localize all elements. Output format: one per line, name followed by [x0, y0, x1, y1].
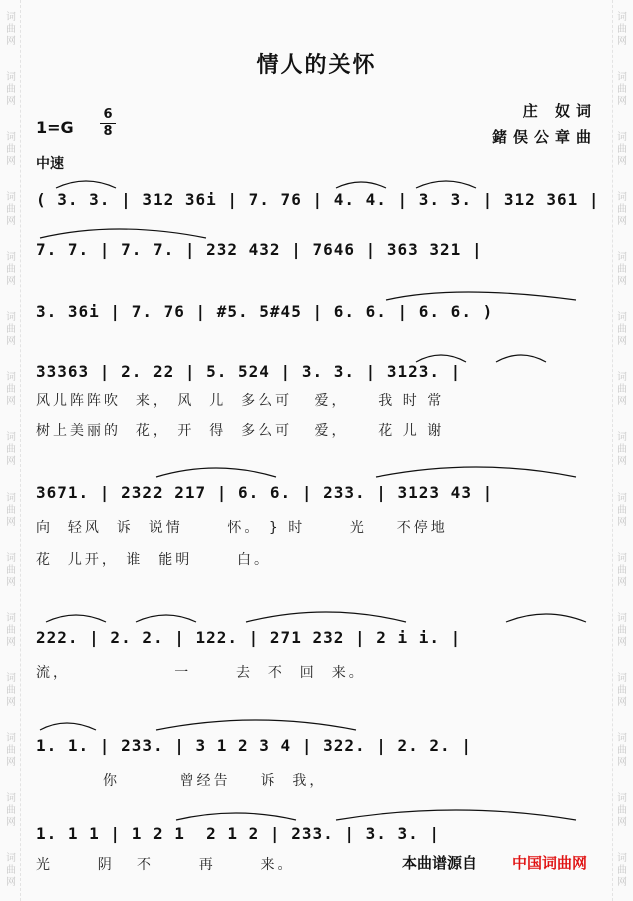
watermark-char: 曲	[617, 504, 627, 516]
notation-line-7: 1. 1. | 233. | 3 1 2 3 4 | 322. | 2. 2. |	[36, 736, 472, 755]
watermark-char: 网	[6, 576, 16, 588]
watermark-char: 曲	[6, 264, 16, 276]
watermark-char: 网	[617, 396, 627, 408]
watermark-char: 词	[617, 792, 627, 804]
watermark-char: 曲	[6, 684, 16, 696]
watermark-block	[6, 12, 16, 48]
watermark-char: 网	[6, 636, 16, 648]
watermark-char: 曲	[617, 624, 627, 636]
watermark-char: 词	[6, 192, 16, 204]
watermark-block	[617, 132, 627, 168]
watermark-char: 曲	[617, 204, 627, 216]
slur-marks-7	[36, 712, 600, 736]
slur-marks-2	[36, 222, 600, 242]
slur-marks-8	[36, 802, 600, 826]
lyric-line-6: 流， 一 去 不 回 来。	[36, 665, 366, 681]
notation-line-2: 7. 7. | 7. 7. | 232 432 | 7646 | 363 321 |	[36, 240, 483, 259]
watermark-char: 词	[6, 312, 16, 324]
watermark-char: 词	[6, 132, 16, 144]
watermark-char: 词	[6, 672, 16, 684]
watermark-char: 曲	[6, 384, 16, 396]
watermark-char: 曲	[617, 324, 627, 336]
watermark-char: 曲	[6, 504, 16, 516]
watermark-char: 曲	[617, 444, 627, 456]
watermark-char: 词	[617, 672, 627, 684]
watermark-block	[6, 252, 16, 288]
watermark-block	[6, 853, 16, 889]
watermark-char: 词	[6, 732, 16, 744]
notation-line-8: 1. 1 1 | 1 2 1 2 1 2 | 233. | 3. 3. |	[36, 824, 441, 843]
watermark-char: 词	[6, 552, 16, 564]
watermark-char: 词	[617, 12, 627, 24]
watermark-block	[617, 673, 627, 709]
watermark-char: 曲	[617, 684, 627, 696]
lyric-line-4a: 风儿阵阵吹 来， 风 儿 多么可 爱， 我 时 常	[36, 393, 445, 409]
watermark-block	[6, 192, 16, 228]
score-system-5	[36, 465, 600, 575]
notation-line-4: 33363 | 2. 22 | 5. 524 | 3. 3. | 3123. |	[36, 362, 462, 381]
watermark-column-right	[612, 0, 631, 901]
score-system-6	[36, 610, 600, 685]
watermark-char: 曲	[6, 144, 16, 156]
watermark-char: 词	[6, 852, 16, 864]
notation-line-6: 222. | 2. 2. | 122. | 271 232 | 2 i i. |	[36, 628, 462, 647]
slur-marks-5	[36, 459, 600, 483]
watermark-char: 曲	[617, 264, 627, 276]
watermark-block	[6, 132, 16, 168]
watermark-char: 网	[6, 216, 16, 228]
watermark-column-left	[2, 0, 21, 901]
watermark-char: 曲	[6, 624, 16, 636]
watermark-block	[617, 252, 627, 288]
watermark-char: 词	[617, 72, 627, 84]
watermark-char: 网	[6, 696, 16, 708]
watermark-block	[6, 432, 16, 468]
watermark-char: 词	[617, 552, 627, 564]
watermark-char: 网	[617, 696, 627, 708]
composer-credit: 鍺俣公章曲	[491, 128, 597, 146]
lyric-line-7: 你 曾经告 诉 我，	[36, 773, 327, 789]
watermark-char: 曲	[6, 324, 16, 336]
watermark-char: 网	[6, 756, 16, 768]
watermark-char: 曲	[617, 384, 627, 396]
watermark-block	[617, 853, 627, 889]
watermark-block	[6, 312, 16, 348]
watermark-char: 网	[617, 336, 627, 348]
watermark-block	[617, 493, 627, 529]
watermark-char: 网	[617, 636, 627, 648]
watermark-block	[617, 733, 627, 769]
watermark-char: 词	[617, 192, 627, 204]
watermark-char: 词	[617, 732, 627, 744]
watermark-char: 词	[617, 852, 627, 864]
slur-marks-3	[36, 284, 600, 304]
watermark-char: 曲	[6, 564, 16, 576]
watermark-char: 网	[617, 36, 627, 48]
watermark-char: 网	[6, 516, 16, 528]
score-system-4	[36, 350, 600, 440]
score-system-2	[36, 228, 600, 268]
watermark-char: 曲	[6, 804, 16, 816]
watermark-char: 网	[617, 456, 627, 468]
watermark-block	[617, 793, 627, 829]
watermark-block	[6, 372, 16, 408]
watermark-char: 网	[617, 576, 627, 588]
watermark-char: 词	[617, 492, 627, 504]
watermark-char: 网	[617, 96, 627, 108]
watermark-block	[617, 12, 627, 48]
watermark-char: 网	[617, 756, 627, 768]
footer-site-link[interactable]: 中国词曲网	[512, 854, 588, 872]
watermark-char: 词	[6, 72, 16, 84]
watermark-char: 网	[6, 156, 16, 168]
watermark-char: 网	[6, 36, 16, 48]
watermark-block	[617, 432, 627, 468]
watermark-char: 词	[617, 372, 627, 384]
watermark-block	[617, 192, 627, 228]
watermark-char: 网	[617, 276, 627, 288]
watermark-char: 网	[617, 876, 627, 888]
watermark-char: 词	[617, 252, 627, 264]
watermark-char: 网	[617, 216, 627, 228]
watermark-char: 网	[617, 516, 627, 528]
watermark-char: 词	[6, 252, 16, 264]
watermark-block	[617, 553, 627, 589]
watermark-char: 词	[6, 492, 16, 504]
slur-marks-6	[36, 604, 600, 628]
watermark-block	[617, 372, 627, 408]
watermark-char: 词	[617, 432, 627, 444]
lyricist-credit: 庄 奴词	[522, 102, 597, 120]
watermark-char: 曲	[617, 144, 627, 156]
watermark-char: 网	[6, 456, 16, 468]
watermark-char: 词	[6, 792, 16, 804]
watermark-char: 词	[617, 312, 627, 324]
watermark-char: 曲	[6, 864, 16, 876]
watermark-block	[617, 613, 627, 649]
lyric-line-5a: 向 轻风 诉 说情 怀。 } 时 光 不停地	[36, 520, 448, 536]
watermark-char: 网	[6, 396, 16, 408]
watermark-char: 网	[6, 816, 16, 828]
lyric-line-4b: 树上美丽的 花， 开 得 多么可 爱， 花 儿 谢	[36, 423, 445, 439]
watermark-char: 曲	[617, 804, 627, 816]
watermark-block	[6, 673, 16, 709]
watermark-block	[6, 733, 16, 769]
notation-line-1: ( 3. 3. | 312 36i | 7. 76 | 4. 4. | 3. 3. | 312 361 |	[36, 190, 600, 209]
watermark-char: 曲	[6, 444, 16, 456]
key-signature: 1=G	[36, 118, 74, 137]
watermark-block	[617, 312, 627, 348]
watermark-char: 网	[6, 876, 16, 888]
watermark-char: 网	[617, 156, 627, 168]
notation-line-5: 3671. | 2322 217 | 6. 6. | 233. | 3123 43 |	[36, 483, 494, 502]
lyric-line-8: 光 阴 不 再 来。	[36, 857, 295, 873]
watermark-char: 曲	[6, 24, 16, 36]
watermark-char: 曲	[6, 744, 16, 756]
watermark-char: 网	[6, 96, 16, 108]
notation-line-3: 3. 36i | 7. 76 | #5. 5#45 | 6. 6. | 6. 6. )	[36, 302, 494, 321]
watermark-block	[6, 613, 16, 649]
watermark-char: 词	[6, 12, 16, 24]
score-system-7	[36, 718, 600, 793]
watermark-char: 网	[6, 336, 16, 348]
watermark-block	[6, 553, 16, 589]
tempo-marking: 中速	[36, 156, 64, 172]
watermark-char: 网	[6, 276, 16, 288]
time-signature	[100, 108, 116, 139]
score-system-3	[36, 290, 600, 330]
watermark-char: 曲	[6, 84, 16, 96]
watermark-block	[6, 793, 16, 829]
watermark-char: 曲	[617, 744, 627, 756]
watermark-char: 曲	[617, 24, 627, 36]
time-signature-top: 6	[103, 107, 113, 122]
watermark-char: 词	[6, 432, 16, 444]
song-title: 情人的关怀	[256, 53, 377, 78]
watermark-block	[6, 493, 16, 529]
watermark-char: 曲	[617, 84, 627, 96]
watermark-char: 词	[617, 132, 627, 144]
footer-source-label: 本曲谱源自	[402, 854, 478, 872]
watermark-char: 词	[6, 612, 16, 624]
score-system-1	[36, 178, 600, 218]
watermark-char: 网	[617, 816, 627, 828]
watermark-char: 词	[617, 612, 627, 624]
time-signature-bottom: 8	[103, 124, 113, 139]
lyric-line-5b: 花 儿开， 谁 能明 白。	[36, 552, 271, 568]
watermark-char: 曲	[617, 864, 627, 876]
watermark-char: 曲	[6, 204, 16, 216]
watermark-char: 词	[6, 372, 16, 384]
watermark-char: 曲	[617, 564, 627, 576]
